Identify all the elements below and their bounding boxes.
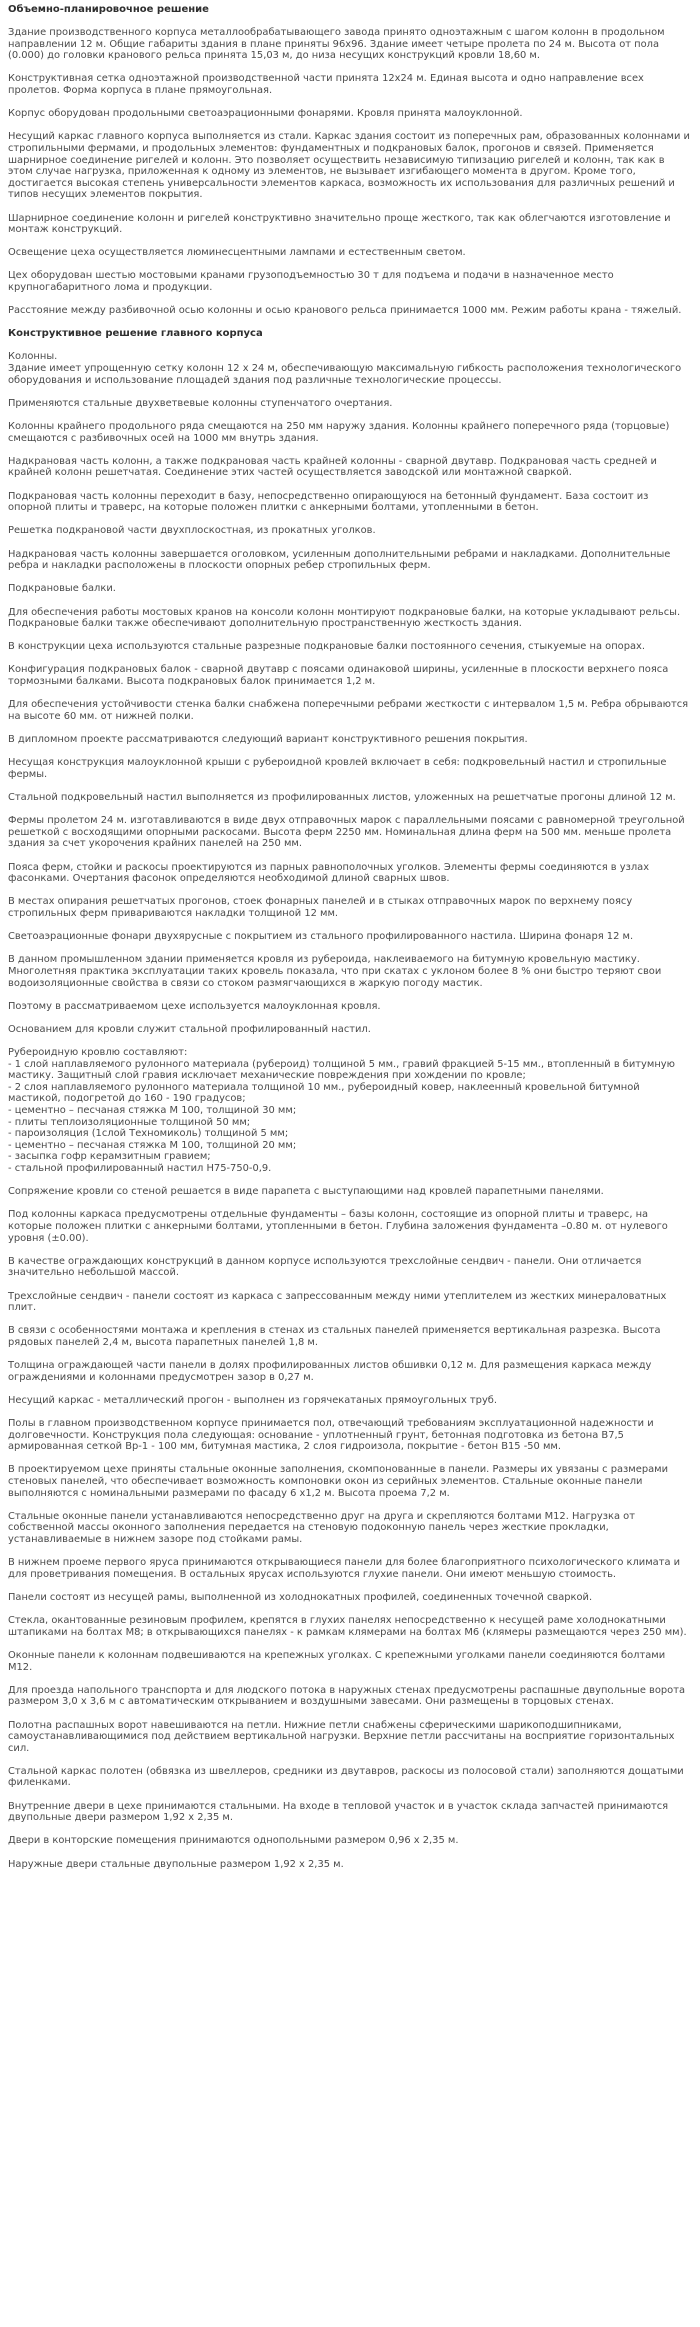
paragraph: Внутренние двери в цехе принимаются стальными. На входе в тепловой участок и в участок склада запчастей принимаются двупольные двери размером 1,92 х 2,35 м. bbox=[8, 1800, 669, 1824]
paragraph: Конфигурация подкрановых балок - сварной двутавр с поясами одинаковой ширины, усиленные в плоскости верхнего пояса тормозными балками. Высота подкрановых балок принимается 1,2 м. bbox=[8, 664, 669, 688]
paragraph: Под колонны каркаса предусмотрены отдельные фундаменты – базы колонн, состоящие из опорной плиты и траверс, на которые положен плитки с анкерными болтами, утопленными в бетон. Глубина заложения фундамента –0.80 м. от нулевого уровня (±0.00). bbox=[8, 1209, 668, 1244]
section-space-planning bbox=[8, 4, 692, 317]
paragraph: Оконные панели к колоннам подвешиваются на крепежных уголках. С крепежными уголками панели соединяются болтами М12. bbox=[8, 1649, 666, 1673]
paragraph: Конструктивная сетка одноэтажной производственной части принята 12х24 м. Единая высота и одно направление всех пролетов. Форма корпуса в плане прямоугольная. bbox=[8, 73, 644, 96]
paragraph: Сопряжение кровли со стеной решается в виде парапета с выступающими над кровлей парапетными панелями. bbox=[8, 1186, 604, 1198]
paragraph: Трехслойные сендвич - панели состоят из каркаса с запрессованным между ними утеплителем из жестких минераловатных плит. bbox=[8, 1290, 667, 1314]
paragraph: Освещение цеха осуществляется люминесцентными лампами и естественным светом. bbox=[8, 247, 466, 259]
paragraph: Стекла, окантованные резиновым профилем, крепятся в глухих панелях непосредственно к несущей раме холоднокатными штапиками на болтах М8; в открывающихся панелях - к рамкам клямерами на болтах М6 (клямеры размещаются через 250 мм). bbox=[8, 1615, 687, 1638]
paragraph: Светоаэрационные фонари двухярусные с покрытием из стального профилированного настила. Ширина фонаря 12 м. bbox=[8, 931, 634, 943]
paragraph: Фермы пролетом 24 м. изготавливаются в виде двух отправочных марок с параллельными поясами с равномерной треугольной решеткой с восходящими опорными раскосами. Высота ферм 2250 мм. Номинальная длина ферм на 500 мм. меньше пролета здания за счет укорочения крайних панелей на 250 мм. bbox=[8, 815, 685, 850]
paragraph: Подкрановые балки. bbox=[8, 583, 116, 595]
paragraph: Цех оборудован шестью мостовыми кранами грузоподъемностью 30 т для подъема и подачи в назначенное место крупногабаритного лома и продукции. bbox=[8, 270, 614, 294]
section-heading: Объемно-планировочное решение bbox=[8, 4, 209, 15]
paragraph: Двери в конторские помещения принимаются однопольными размером 0,96 х 2,35 м. bbox=[8, 1835, 459, 1847]
paragraph: В проектируемом цехе приняты стальные оконные заполнения, скомпонованные в панели. Размеры их увязаны с размерами стеновых панелей, что обеспечивает возможность компоновки окон из серийных элементов. Стальные оконные панели выполняются с номинальными размерами по фасаду 6 х1,2 м. Высота проема 7,2 м. bbox=[8, 1464, 669, 1499]
paragraph: Пояса ферм, стойки и раскосы проектируются из парных равнополочных уголков. Элементы фермы соединяются в узлах фасонками. Очертания фасонок определяются необходимой длиной сварных швов. bbox=[8, 861, 650, 885]
paragraph: Для проезда напольного транспорта и для людского потока в наружных стенах предусмотрены распашные двупольные ворота размером 3,0 х 3,6 м с автоматическим открыванием и воздушными завесами. Они размещены в торцовых стенах. bbox=[8, 1684, 686, 1708]
paragraph: Надкрановая часть колонн, а также подкрановая часть крайней колонны - сварной двутавр. Подкрановая часть средней и крайней колонн решетчатая. Соединение этих частей осуществляется заводской или монтажной сваркой. bbox=[8, 455, 657, 479]
paragraph: Полы в главном производственном корпусе принимается пол, отвечающий требованиям эксплуатационной надежности и долговечности. Конструкция пола следующая: основание - уплотненный грунт, бетонная подготовка из бетона В7,5 армированная сеткой Вр-1 - 100 мм, битумная мастика, 2 слоя гидроизола, покрытие - бетон В15 -50 мм. bbox=[8, 1418, 654, 1453]
paragraph: Несущий каркас - металлический прогон - выполнен из горячекатаных прямоугольных труб. bbox=[8, 1394, 498, 1406]
paragraph: Стальной подкровельный настил выполняется из профилированных листов, уложенных на решетчатые прогоны длиной 12 м. bbox=[8, 792, 676, 803]
paragraph: Рубероидную кровлю составляют: - 1 слой наплавляемого рулонного материала (рубероид) толщиной 5 мм., гравий фракцией 5-15 мм., втопленный в битумную мастику. Защитный слой гравия исключает механические повреждения при хождении по кровле; - 2 слоя наплавляемого рулонного материала толщиной 10 мм., рубероидный ковер, наклеенный кровельной битумной мастикой, подогретой до 160 - 190 градусов; - цементно – песчаная стяжка М 100, толщиной 30 мм; - плиты теплоизоляционные толщиной 50 мм; - пароизоляция (1слой Техномиколь) толщиной 5 мм; - цементно – песчаная стяжка М 100, толщиной 20 мм; - засыпка гофр керамзитным гравием; - стальной профилированный настил Н75-750-0,9. bbox=[8, 1047, 675, 1174]
paragraph: Толщина ограждающей части панели в долях профилированных листов обшивки 0,12 м. Для размещения каркаса между ограждениями и колоннами предусмотрен зазор в 0,27 м. bbox=[8, 1360, 652, 1383]
paragraph: Для обеспечения устойчивости стенка балки снабжена поперечными ребрами жесткости с интервалом 1,5 м. Ребра обрываются на высоте 60 мм. от нижней полки. bbox=[8, 699, 689, 722]
section-structural-solution bbox=[8, 328, 692, 1870]
paragraph: Панели состоят из несущей рамы, выполненной из холоднокатных профилей, соединенных точечной сваркой. bbox=[8, 1591, 593, 1603]
paragraph: В нижнем проеме первого яруса принимаются открывающиеся панели для более благоприятного психологического климата и для проветривания помещения. В остальных ярусах используются глухие панели. Они имеют меньшую стоимость. bbox=[8, 1557, 681, 1580]
paragraph: Наружные двери стальные двупольные размером 1,92 х 2,35 м. bbox=[8, 1858, 344, 1870]
paragraph: Полотна распашных ворот навешиваются на петли. Нижние петли снабжены сферическими шарикоподшипниками, самоустанавливающимися под действием вертикальной нагрузки. Верхние петли рассчитаны на восприятие горизонтальных сил. bbox=[8, 1719, 675, 1754]
paragraph: Шарнирное соединение колонн и ригелей конструктивно значительно проще жесткого, так как облегчаются изготовление и монтаж конструкций. bbox=[8, 212, 671, 236]
paragraph: Несущая конструкция малоуклонной крыши с рубероидной кровлей включает в себя: подкровельный настил и стропильные фермы. bbox=[8, 757, 667, 780]
paragraph: Несущий каркас главного корпуса выполняется из стали. Каркас здания состоит из поперечных рам, образованных колоннами и стропильными фермами, и продольных элементов: фундаментных и подкрановых балок, прогонов и связей. Применяется шарнирное соединение ригелей и колонн. Это позволяет осуществить независимую типизацию ригелей и колонн, так как в этом случае нагрузка, приложенная к одному из элементов, не вызывает изгибающего момента в другом. Кроме того, достигается высокая степень универсальности элементов каркаса, возможность их использования для различных решений и типов несущих элементов покрытия. bbox=[8, 131, 690, 201]
paragraph: Решетка подкрановой части двухплоскостная, из прокатных уголков. bbox=[8, 525, 376, 537]
paragraph: Стальные оконные панели устанавливаются непосредственно друг на друга и скрепляются болтами М12. Нагрузка от собственной массы оконного заполнения передается на стеновую подоконную панель через жесткие прокладки, устанавливаемые в нижнем зазоре под стойками рамы. bbox=[8, 1510, 635, 1545]
paragraph: Расстояние между разбивочной осью колонны и осью кранового рельса принимается 1000 мм. Режим работы крана - тяжелый. bbox=[8, 305, 682, 317]
paragraph: В конструкции цеха используются стальные разрезные подкрановые балки постоянного сечения, стыкуемые на опорах. bbox=[8, 641, 645, 653]
paragraph: Стальной каркас полотен (обвязка из швеллеров, средники из двутавров, раскосы из полосовой стали) заполняются дощатыми филенками. bbox=[8, 1765, 684, 1789]
paragraph: В местах опирания решетчатых прогонов, стоек фонарных панелей и в стыках отправочных марок по верхнему поясу стропильных ферм привариваются накладки толщиной 12 мм. bbox=[8, 896, 633, 919]
paragraph: Колонны. Здание имеет упрощенную сетку колонн 12 х 24 м, обеспечивающую максимальную гибкость расположения технологического оборудования и использование площадей здания под различные технологические процессы. bbox=[8, 351, 682, 386]
paragraph: Надкрановая часть колонны завершается оголовком, усиленным дополнительными ребрами и накладками. Дополнительные ребра и накладки расположены в плоскости опорных ребер стропильных ферм. bbox=[8, 548, 671, 572]
paragraph: В данном промышленном здании применяется кровля из рубероида, наклеиваемого на битумную кровельную мастику. Многолетняя практика эксплуатации таких кровель показала, что при скатах с уклоном более 8 % они быстро теряют свои водоизоляционные свойства в связи со стоком размягчающихся в жаркую погоду мастик. bbox=[8, 954, 662, 989]
paragraph: Здание производственного корпуса металлообрабатывающего завода принято одноэтажным с шагом колонн в продольном направлении 12 м. Общие габариты здания в плане приняты 96х96. Здание имеет четыре пролета по 24 м. Высота от пола (0.000) до головки кранового рельса принята 15,03 м, до низа несущих конструкций кровли 18,60 м. bbox=[8, 27, 665, 62]
paragraph: В дипломном проекте рассматриваются следующий вариант конструктивного решения покрытия. bbox=[8, 734, 528, 746]
paragraph: Применяются стальные двухветвевые колонны ступенчатого очертания. bbox=[8, 397, 393, 409]
paragraph: В качестве ограждающих конструкций в данном корпусе используются трехслойные сендвич - панели. Они отличается значительно небольшой массой. bbox=[8, 1255, 642, 1279]
section-heading: Конструктивное решение главного корпуса bbox=[8, 328, 263, 340]
paragraph: Корпус оборудован продольными светоаэрационными фонарями. Кровля принята малоуклонной. bbox=[8, 108, 523, 120]
paragraph: Колонны крайнего продольного ряда смещаются на 250 мм наружу здания. Колонны крайнего поперечного ряда (торцовые) смещаются с разбивочных осей на 1000 мм внутрь здания. bbox=[8, 421, 670, 444]
paragraph: Поэтому в рассматриваемом цехе используется малоуклонная кровля. bbox=[8, 1000, 381, 1012]
paragraph: Подкрановая часть колонны переходит в базу, непосредственно опирающуюся на бетонный фундамент. База состоит из опорной плиты и траверс, на которые положен плитки с анкерными болтами, утопленными в бетон. bbox=[8, 490, 649, 514]
paragraph: Для обеспечения работы мостовых кранов на консоли колонн монтируют подкрановые балки, на которые укладывают рельсы. Подкрановые балки также обеспечивают дополнительную пространственную жесткость здания. bbox=[8, 606, 681, 630]
paragraph: Основанием для кровли служит стальной профилированный настил. bbox=[8, 1023, 371, 1035]
paragraph: В связи с особенностями монтажа и крепления в стенах из стальных панелей применяется вертикальная разрезка. Высота рядовых панелей 2,4 м, высота парапетных панелей 1,8 м. bbox=[8, 1325, 661, 1348]
